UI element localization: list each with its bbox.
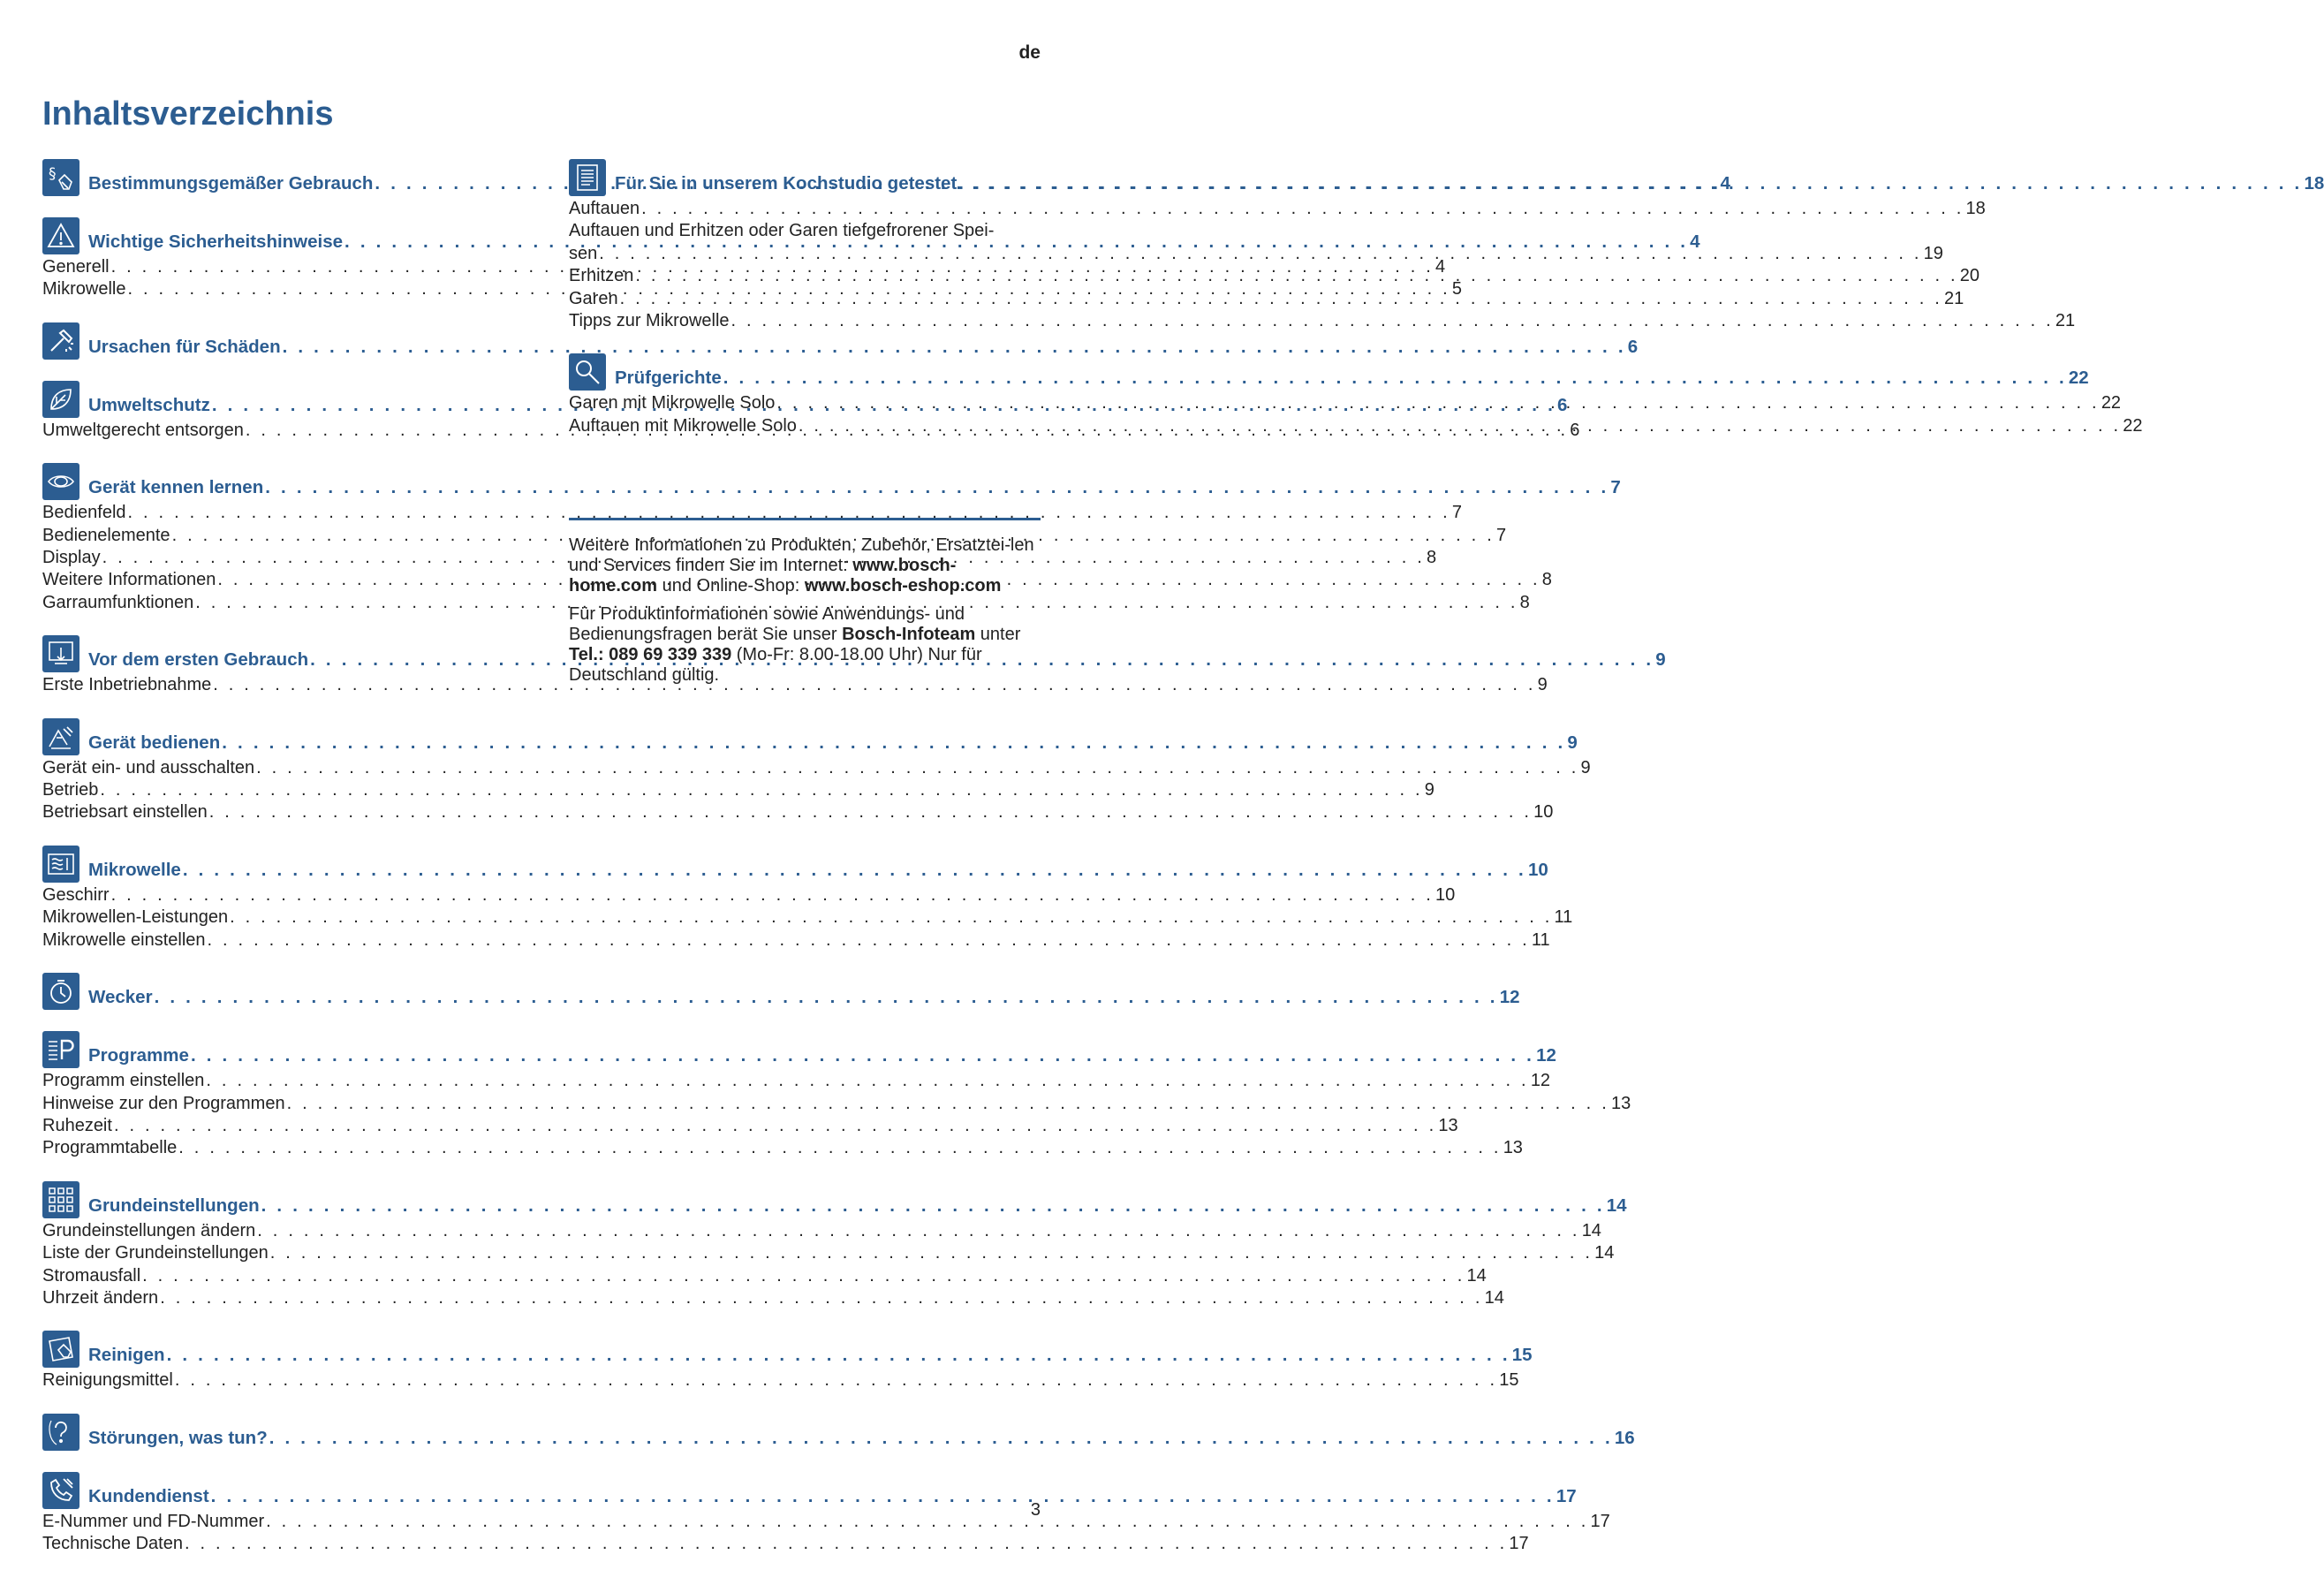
section-page: 6: [1556, 394, 1568, 415]
toc-entry[interactable]: [42, 1533, 1529, 1555]
section-title: [88, 1428, 1635, 1451]
leader-dots: [776, 392, 2099, 414]
section-page: 12: [1499, 987, 1520, 1008]
document-icon: [569, 159, 606, 196]
section-title: [88, 987, 1520, 1010]
toc-items: [42, 1070, 1631, 1160]
toc-entry[interactable]: [42, 1115, 1458, 1137]
info-text: und Online-Shop:: [657, 576, 805, 595]
eye-icon: [42, 463, 79, 500]
toc-section: [42, 1324, 1533, 1392]
section-title-text: Vor dem ersten Gebrauch: [88, 649, 309, 671]
toc-entry-label: Erhitzen: [569, 266, 634, 286]
leader-dots: [160, 1287, 1482, 1309]
section-title-text: Für Sie in unserem Kochstudio getestet: [615, 173, 958, 193]
toc-section: [42, 966, 1520, 1010]
section-page: 4: [1690, 231, 1700, 252]
leader-dots: [222, 732, 1565, 754]
paragraph-hand-icon: [42, 159, 79, 196]
section-page: 6: [1627, 336, 1639, 357]
section-page: 17: [1556, 1485, 1577, 1506]
toc-entry-page: 21: [1943, 288, 1964, 308]
toc-entry[interactable]: [42, 801, 1554, 823]
toc-section-heading[interactable]: [42, 711, 1578, 755]
toc-entry[interactable]: [42, 779, 1435, 801]
section-page: 9: [1567, 732, 1578, 753]
toc-entry-page: 8: [1519, 592, 1530, 612]
toc-items: [42, 884, 1573, 952]
toc-entry[interactable]: [42, 884, 1456, 906]
toc-entry-page: 13: [1503, 1138, 1523, 1158]
section-title: [615, 173, 2324, 196]
toc-section-heading[interactable]: [42, 456, 1621, 500]
leader-dots: [206, 1070, 1528, 1092]
toc-section-heading[interactable]: [42, 1324, 1533, 1368]
toc-entry-label: Mikrowelle einstellen: [42, 929, 206, 950]
toc-entry[interactable]: [42, 674, 1548, 696]
program-icon: [42, 1031, 79, 1068]
infoteam-name: Bosch-Infoteam: [842, 625, 976, 644]
toc-section: [42, 711, 1591, 824]
toc-entry[interactable]: [42, 1242, 1615, 1264]
toc-entry-page: 14: [1466, 1265, 1487, 1286]
shop-link[interactable]: www.bosch-eshop.com: [804, 576, 1002, 595]
hotline-number: Tel.: 089 69 339 339: [569, 645, 732, 664]
toc-entry-label: Betriebsart einstellen: [42, 802, 208, 823]
language-code: de: [1018, 42, 1041, 63]
toc-entry-label: Betrieb: [42, 780, 99, 800]
toc-entry-label: Ruhezeit: [42, 1115, 112, 1135]
magnifier-icon: [569, 353, 606, 391]
toc-section: [42, 1407, 1635, 1451]
toc-entry-label: Geschirr: [42, 884, 110, 905]
section-page: 16: [1614, 1427, 1635, 1448]
section-title-text: Wecker: [88, 987, 153, 1008]
toc-section: [569, 346, 2143, 437]
toc-section-heading[interactable]: [569, 346, 2089, 391]
toc-entry-page: 7: [1451, 503, 1463, 523]
toc-entry-label: Programmtabelle: [42, 1138, 178, 1158]
section-page: 15: [1511, 1345, 1533, 1366]
toc-entry-page: 8: [1541, 570, 1552, 590]
leader-dots: [185, 1533, 1507, 1555]
toc-items: [42, 757, 1591, 824]
leader-dots: [191, 1045, 1534, 1066]
leader-dots: [269, 1428, 1613, 1449]
leader-dots: [178, 1137, 1501, 1159]
toc-entry-label: Garen mit Mikrowelle Solo: [569, 393, 776, 413]
leader-dots: [155, 987, 1498, 1008]
leader-dots: [256, 757, 1578, 779]
toc-entry[interactable]: [42, 525, 1507, 547]
leader-dots: [167, 1345, 1510, 1366]
toc-entry-label: Hinweise zur den Programmen: [42, 1093, 285, 1113]
toc-entry[interactable]: [42, 1369, 1519, 1392]
leader-dots: [620, 288, 1942, 310]
toc-items: [569, 392, 2143, 437]
leader-dots: [230, 906, 1552, 929]
toc-entry-label: Programm einstellen: [42, 1071, 205, 1091]
section-title-text: Programme: [88, 1045, 189, 1066]
toc-entry-label: Mikrowelle: [42, 279, 126, 300]
leader-dots: [599, 243, 1921, 265]
section-title-text: Gerät bedienen: [88, 732, 221, 753]
hammer-damage-icon: [42, 322, 79, 360]
section-page: 22: [2068, 368, 2089, 389]
section-title: [88, 1345, 1533, 1368]
info-divider: [569, 518, 1041, 520]
leader-dots: [128, 502, 1450, 524]
toc-entry-label: Auftauen: [569, 199, 640, 218]
toc-entry[interactable]: [42, 1070, 1551, 1092]
section-page: 12: [1536, 1045, 1556, 1066]
toc-entry-label: Auftauen mit Mikrowelle Solo: [569, 415, 797, 436]
toc-section-heading[interactable]: [42, 966, 1520, 1010]
toc-entry-page: 7: [1495, 525, 1507, 545]
section-page: 10: [1527, 859, 1548, 880]
toc-entry-page: 9: [1537, 675, 1548, 695]
operate-hand-icon: [42, 718, 79, 755]
section-title-text: Ursachen für Schäden: [88, 336, 281, 357]
leader-dots: [100, 779, 1422, 801]
microwave-icon: [42, 846, 79, 883]
info-paragraph-internet: [569, 535, 1041, 596]
section-page: 14: [1606, 1195, 1627, 1216]
section-title-text: Kundendienst: [88, 1485, 209, 1506]
section-title-text: Grundeinstellungen: [88, 1195, 260, 1216]
toc-items: [42, 674, 1548, 696]
toc-entry-page: 22: [2123, 415, 2143, 436]
info-box: [569, 535, 1041, 694]
toc-entry[interactable]: [42, 502, 1463, 524]
section-title: [88, 1045, 1556, 1068]
toc-section: [42, 1174, 1627, 1310]
toc-section: [42, 838, 1573, 952]
cleaning-icon: [42, 1331, 79, 1368]
toc-entry-page: 12: [1530, 1071, 1551, 1091]
section-page: 9: [1655, 649, 1666, 671]
info-paragraph-hotline: [569, 604, 1041, 686]
toc-entry-page: 4: [1435, 257, 1446, 277]
toc-entry-label: Reinigungsmittel: [42, 1370, 173, 1391]
section-title: [88, 477, 1621, 500]
toc-entry[interactable]: [569, 265, 1980, 287]
toc-entry[interactable]: [569, 392, 2122, 414]
leader-dots: [114, 1115, 1436, 1137]
leader-dots: [175, 1369, 1497, 1392]
leader-dots: [261, 1195, 1605, 1217]
toc-entry[interactable]: [42, 1093, 1631, 1115]
toc-entry-page: 19: [1923, 243, 1943, 263]
leader-dots: [270, 1242, 1593, 1264]
toc-entry-label: Tipps zur Mikrowelle: [569, 311, 730, 331]
section-page: 4: [1720, 173, 1730, 193]
grid-settings-icon: [42, 1181, 79, 1218]
leaf-icon: [42, 381, 79, 418]
toc-entry-page: 17: [1590, 1511, 1610, 1531]
toc-entry[interactable]: [42, 906, 1573, 929]
toc-entry-label: Grundeinstellungen ändern: [42, 1220, 256, 1240]
leader-dots: [266, 1511, 1588, 1533]
leader-dots: [183, 860, 1526, 881]
toc-entry-page: 6: [1570, 420, 1580, 440]
toc-entry-label: Erste Inbetriebnahme: [42, 675, 212, 695]
toc-entry-label: sen: [569, 243, 598, 263]
section-title: [88, 860, 1548, 883]
section-title: [615, 368, 2089, 391]
section-title-text: Bestimmungsgemäßer Gebrauch: [88, 173, 374, 193]
leader-dots: [635, 265, 1957, 287]
leader-dots: [731, 310, 2054, 332]
section-title-text: Prüfgerichte: [615, 368, 722, 389]
section-title-text: Mikrowelle: [88, 859, 181, 880]
page-title: Inhaltsverzeichnis: [42, 95, 334, 133]
toc-entry[interactable]: [42, 757, 1591, 779]
leader-dots: [265, 477, 1609, 498]
page-number: 3: [1030, 1500, 1041, 1520]
first-use-icon: [42, 635, 79, 672]
toc-entry-page: 9: [1580, 757, 1591, 777]
toc-entry-page: 21: [2055, 311, 2076, 331]
toc-entry-page: 20: [1959, 266, 1980, 286]
info-text: Für Produktinformationen sowie Anwendungs- und Bedienungsfragen berät Sie unser: [569, 604, 965, 644]
toc-entry-label: Mikrowellen-Leistungen: [42, 907, 229, 928]
leader-dots: [257, 1220, 1579, 1242]
toc-entry[interactable]: [569, 243, 1943, 265]
info-text: Weitere Informationen zu Produkten, Zubehör, Ersatztei-len und Services finden Sie im Internet:: [569, 535, 1034, 575]
toc-entry-label: Uhrzeit ändern: [42, 1287, 159, 1308]
toc-entry-label: Stromausfall: [42, 1265, 141, 1286]
leader-dots: [211, 1486, 1555, 1507]
toc-items: [569, 198, 2076, 332]
toc-entry-label: Bedienelemente: [42, 525, 170, 545]
question-icon: [42, 1414, 79, 1451]
toc-entry[interactable]: [42, 1220, 1601, 1242]
toc-entry-label: Technische Daten: [42, 1534, 183, 1554]
leader-dots: [287, 1093, 1609, 1115]
toc-items: [42, 1369, 1519, 1392]
section-title-text: Wichtige Sicherheitshinweise: [88, 231, 344, 252]
toc-entry[interactable]: [42, 1137, 1523, 1159]
toc-entry-page: 14: [1581, 1220, 1601, 1240]
section-page: 18: [2304, 173, 2324, 193]
svg-text:§: §: [49, 165, 57, 183]
toc-entry[interactable]: [42, 929, 1550, 952]
leader-dots: [641, 198, 1964, 220]
toc-entry[interactable]: [42, 1265, 1487, 1287]
toc-entry[interactable]: [569, 415, 2143, 437]
toc-entry-page: 11: [1531, 929, 1550, 950]
toc-entry-label: Display: [42, 548, 101, 568]
toc-section: [42, 1024, 1631, 1160]
toc-entry-line[interactable]: Auftauen und Erhitzen oder Garen tiefgefrorener Spei-: [569, 221, 995, 241]
toc-section-heading[interactable]: [42, 1024, 1556, 1068]
toc-entry[interactable]: [569, 288, 1964, 310]
toc-section-heading[interactable]: [42, 1174, 1627, 1218]
toc-entry-label: E-Nummer und FD-Nummer: [42, 1511, 265, 1531]
section-page: 7: [1610, 477, 1621, 498]
phone-icon: [42, 1472, 79, 1509]
section-title-text: Umweltschutz: [88, 394, 210, 415]
toc-entry-page: 14: [1594, 1243, 1615, 1263]
toc-entry-page: 10: [1533, 802, 1554, 823]
toc-entry[interactable]: [42, 592, 1530, 614]
section-title-text: Störungen, was tun?: [88, 1427, 268, 1448]
leader-dots: [799, 415, 2121, 437]
section-title: [88, 732, 1578, 755]
toc-entry-label: Generell: [42, 257, 110, 277]
toc-entry-page: 14: [1484, 1287, 1504, 1308]
toc-entry-page: 9: [1424, 780, 1435, 800]
section-title: [88, 1486, 1577, 1509]
toc-entry-label: Umweltgerecht entsorgen: [42, 420, 244, 440]
leader-dots: [111, 884, 1434, 906]
toc-section: [569, 152, 2324, 332]
toc-entry-label: Garen: [569, 288, 618, 308]
toc-entry-page: 13: [1610, 1093, 1631, 1113]
warning-triangle-icon: [42, 217, 79, 254]
toc-entry-label: Gerät ein- und ausschalten: [42, 757, 255, 777]
leader-dots: [723, 368, 2067, 389]
toc-section-heading[interactable]: [42, 838, 1548, 883]
website-link[interactable]: www.bosch-home.com: [569, 556, 957, 595]
info-text: unter: [975, 625, 1021, 644]
toc-entry-page: 10: [1435, 884, 1456, 905]
toc-entry-page: 13: [1438, 1115, 1458, 1135]
toc-entry-page: 17: [1509, 1534, 1529, 1554]
toc-section: [42, 1465, 1610, 1556]
toc-entry-page: 22: [2101, 393, 2122, 413]
toc-entry-page: 8: [1426, 548, 1437, 568]
toc-entry-label: Liste der Grundeinstellungen: [42, 1243, 269, 1263]
toc-items: [42, 1220, 1615, 1310]
toc-entry[interactable]: [42, 1287, 1504, 1309]
section-title-text: Reinigen: [88, 1345, 165, 1366]
leader-dots: [142, 1265, 1465, 1287]
toc-section-heading[interactable]: [42, 1407, 1635, 1451]
section-title: [88, 1195, 1627, 1218]
toc-items: [42, 1511, 1610, 1556]
toc-entry[interactable]: [569, 198, 1986, 220]
toc-entry-label: Garraumfunktionen: [42, 592, 194, 612]
toc-entry-page: 15: [1499, 1370, 1519, 1391]
toc-right-column: [569, 152, 2324, 451]
toc-section-heading[interactable]: [569, 152, 2324, 196]
leader-dots: [209, 801, 1532, 823]
section-title-text: Gerät kennen lernen: [88, 477, 264, 498]
leader-dots: [208, 929, 1530, 952]
toc-entry-label: Bedienfeld: [42, 503, 126, 523]
info-text: (Mo-Fr: 8.00-18.00 Uhr) Nur für Deutschland gültig.: [569, 645, 982, 685]
toc-entry-page: 5: [1451, 279, 1462, 300]
toc-entry-label: Weitere Informationen: [42, 570, 216, 590]
toc-section-heading[interactable]: [42, 1465, 1577, 1509]
toc-entry-page: 11: [1554, 907, 1573, 928]
toc-entry[interactable]: [569, 310, 2076, 332]
toc-entry-page: 18: [1965, 199, 1986, 218]
timer-icon: [42, 973, 79, 1010]
leader-dots: [958, 173, 2302, 194]
toc-entry[interactable]: [42, 1511, 1610, 1533]
